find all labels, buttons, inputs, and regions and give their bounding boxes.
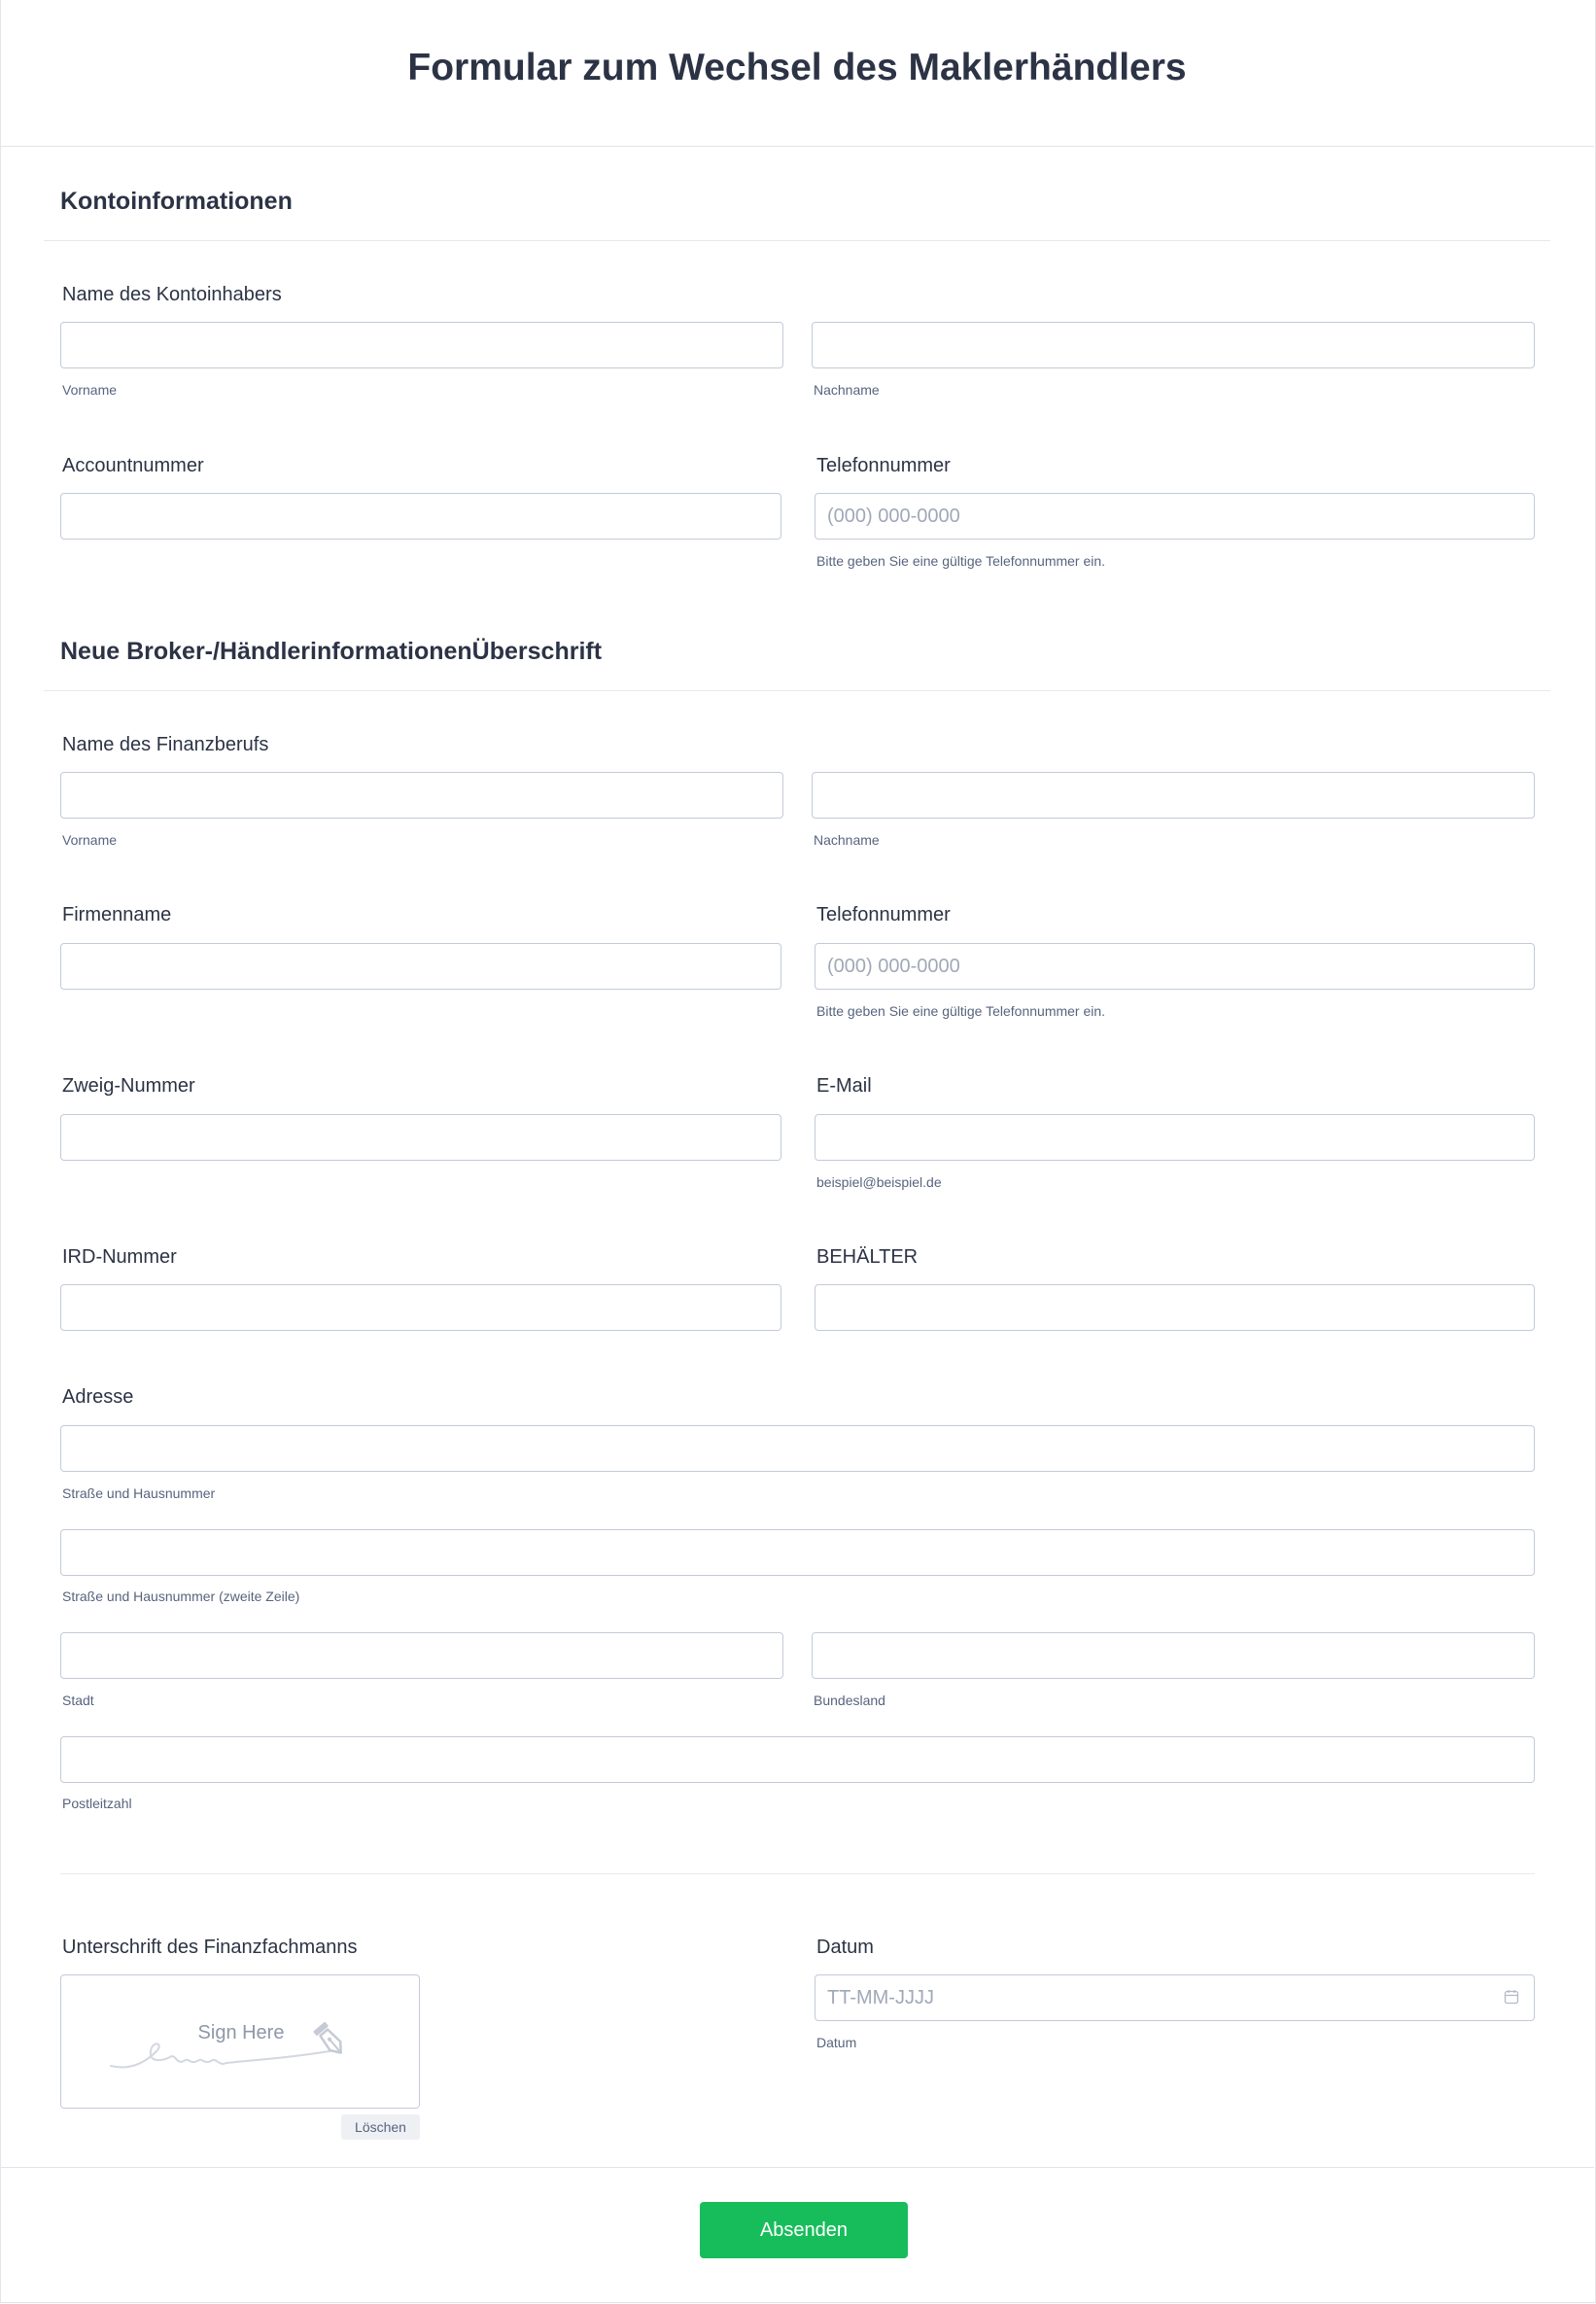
form-header [0, 0, 1594, 147]
section-divider [44, 240, 1550, 241]
professional-last-name-input[interactable] [812, 772, 1535, 819]
account-number-label: Accountnummer [62, 455, 204, 476]
ird-number-label: IRD-Nummer [62, 1246, 177, 1268]
signature-pad[interactable] [60, 1974, 420, 2109]
street-sublabel: Straße und Hausnummer [62, 1485, 216, 1501]
broker-phone-label: Telefonnummer [816, 904, 951, 925]
phone-input[interactable] [815, 493, 1535, 540]
section-title-account: Kontoinformationen [60, 188, 293, 215]
container-input[interactable] [815, 1284, 1535, 1331]
date-input[interactable] [815, 1974, 1535, 2021]
pen-nib-icon [106, 2014, 378, 2073]
holder-name-label: Name des Kontoinhabers [62, 284, 282, 305]
first-name-sublabel: Vorname [62, 382, 118, 398]
branch-number-input[interactable] [60, 1114, 781, 1161]
street2-input[interactable] [60, 1529, 1535, 1576]
zip-sublabel: Postleitzahl [62, 1796, 132, 1811]
email-label: E-Mail [816, 1075, 872, 1097]
section-title-broker: Neue Broker-/HändlerinformationenÜberschrift [60, 638, 603, 665]
holder-first-name-input[interactable] [60, 322, 783, 368]
city-sublabel: Stadt [62, 1693, 94, 1708]
phone-hint: Bitte geben Sie eine gültige Telefonnummer ein. [816, 553, 1106, 569]
broker-phone-hint: Bitte geben Sie eine gültige Telefonnummer ein. [816, 1003, 1106, 1019]
clear-signature-button[interactable]: Löschen [341, 2114, 420, 2140]
signature-label: Unterschrift des Finanzfachmanns [62, 1937, 358, 1958]
broker-phone-input[interactable] [815, 943, 1535, 990]
professional-name-label: Name des Finanzberufs [62, 734, 269, 755]
zip-input[interactable] [60, 1736, 1535, 1783]
email-hint: beispiel@beispiel.de [816, 1174, 942, 1190]
calendar-icon[interactable] [1504, 1989, 1519, 2005]
date-sublabel: Datum [816, 2035, 857, 2050]
city-input[interactable] [60, 1632, 783, 1679]
branch-number-label: Zweig-Nummer [62, 1075, 195, 1097]
email-input[interactable] [815, 1114, 1535, 1161]
street-input[interactable] [60, 1425, 1535, 1472]
state-sublabel: Bundesland [814, 1693, 885, 1708]
account-number-input[interactable] [60, 493, 781, 540]
form-title: Formular zum Wechsel des Maklerhändlers [407, 47, 1187, 88]
address-label: Adresse [62, 1386, 134, 1408]
professional-first-name-input[interactable] [60, 772, 783, 819]
state-input[interactable] [812, 1632, 1535, 1679]
holder-last-name-input[interactable] [812, 322, 1535, 368]
field-divider [60, 1873, 1535, 1874]
footer-divider [0, 2167, 1594, 2168]
phone-label: Telefonnummer [816, 455, 951, 476]
sign-here-text: Sign Here [197, 2022, 285, 2043]
first-name-sublabel: Vorname [62, 832, 118, 848]
street2-sublabel: Straße und Hausnummer (zweite Zeile) [62, 1588, 300, 1604]
section-divider [44, 690, 1550, 691]
container-label: BEHÄLTER [816, 1246, 919, 1268]
ird-number-input[interactable] [60, 1284, 781, 1331]
company-name-input[interactable] [60, 943, 781, 990]
submit-button[interactable]: Absenden [700, 2202, 908, 2258]
company-name-label: Firmenname [62, 904, 172, 925]
last-name-sublabel: Nachname [814, 382, 880, 398]
last-name-sublabel: Nachname [814, 832, 880, 848]
date-label: Datum [816, 1937, 874, 1958]
